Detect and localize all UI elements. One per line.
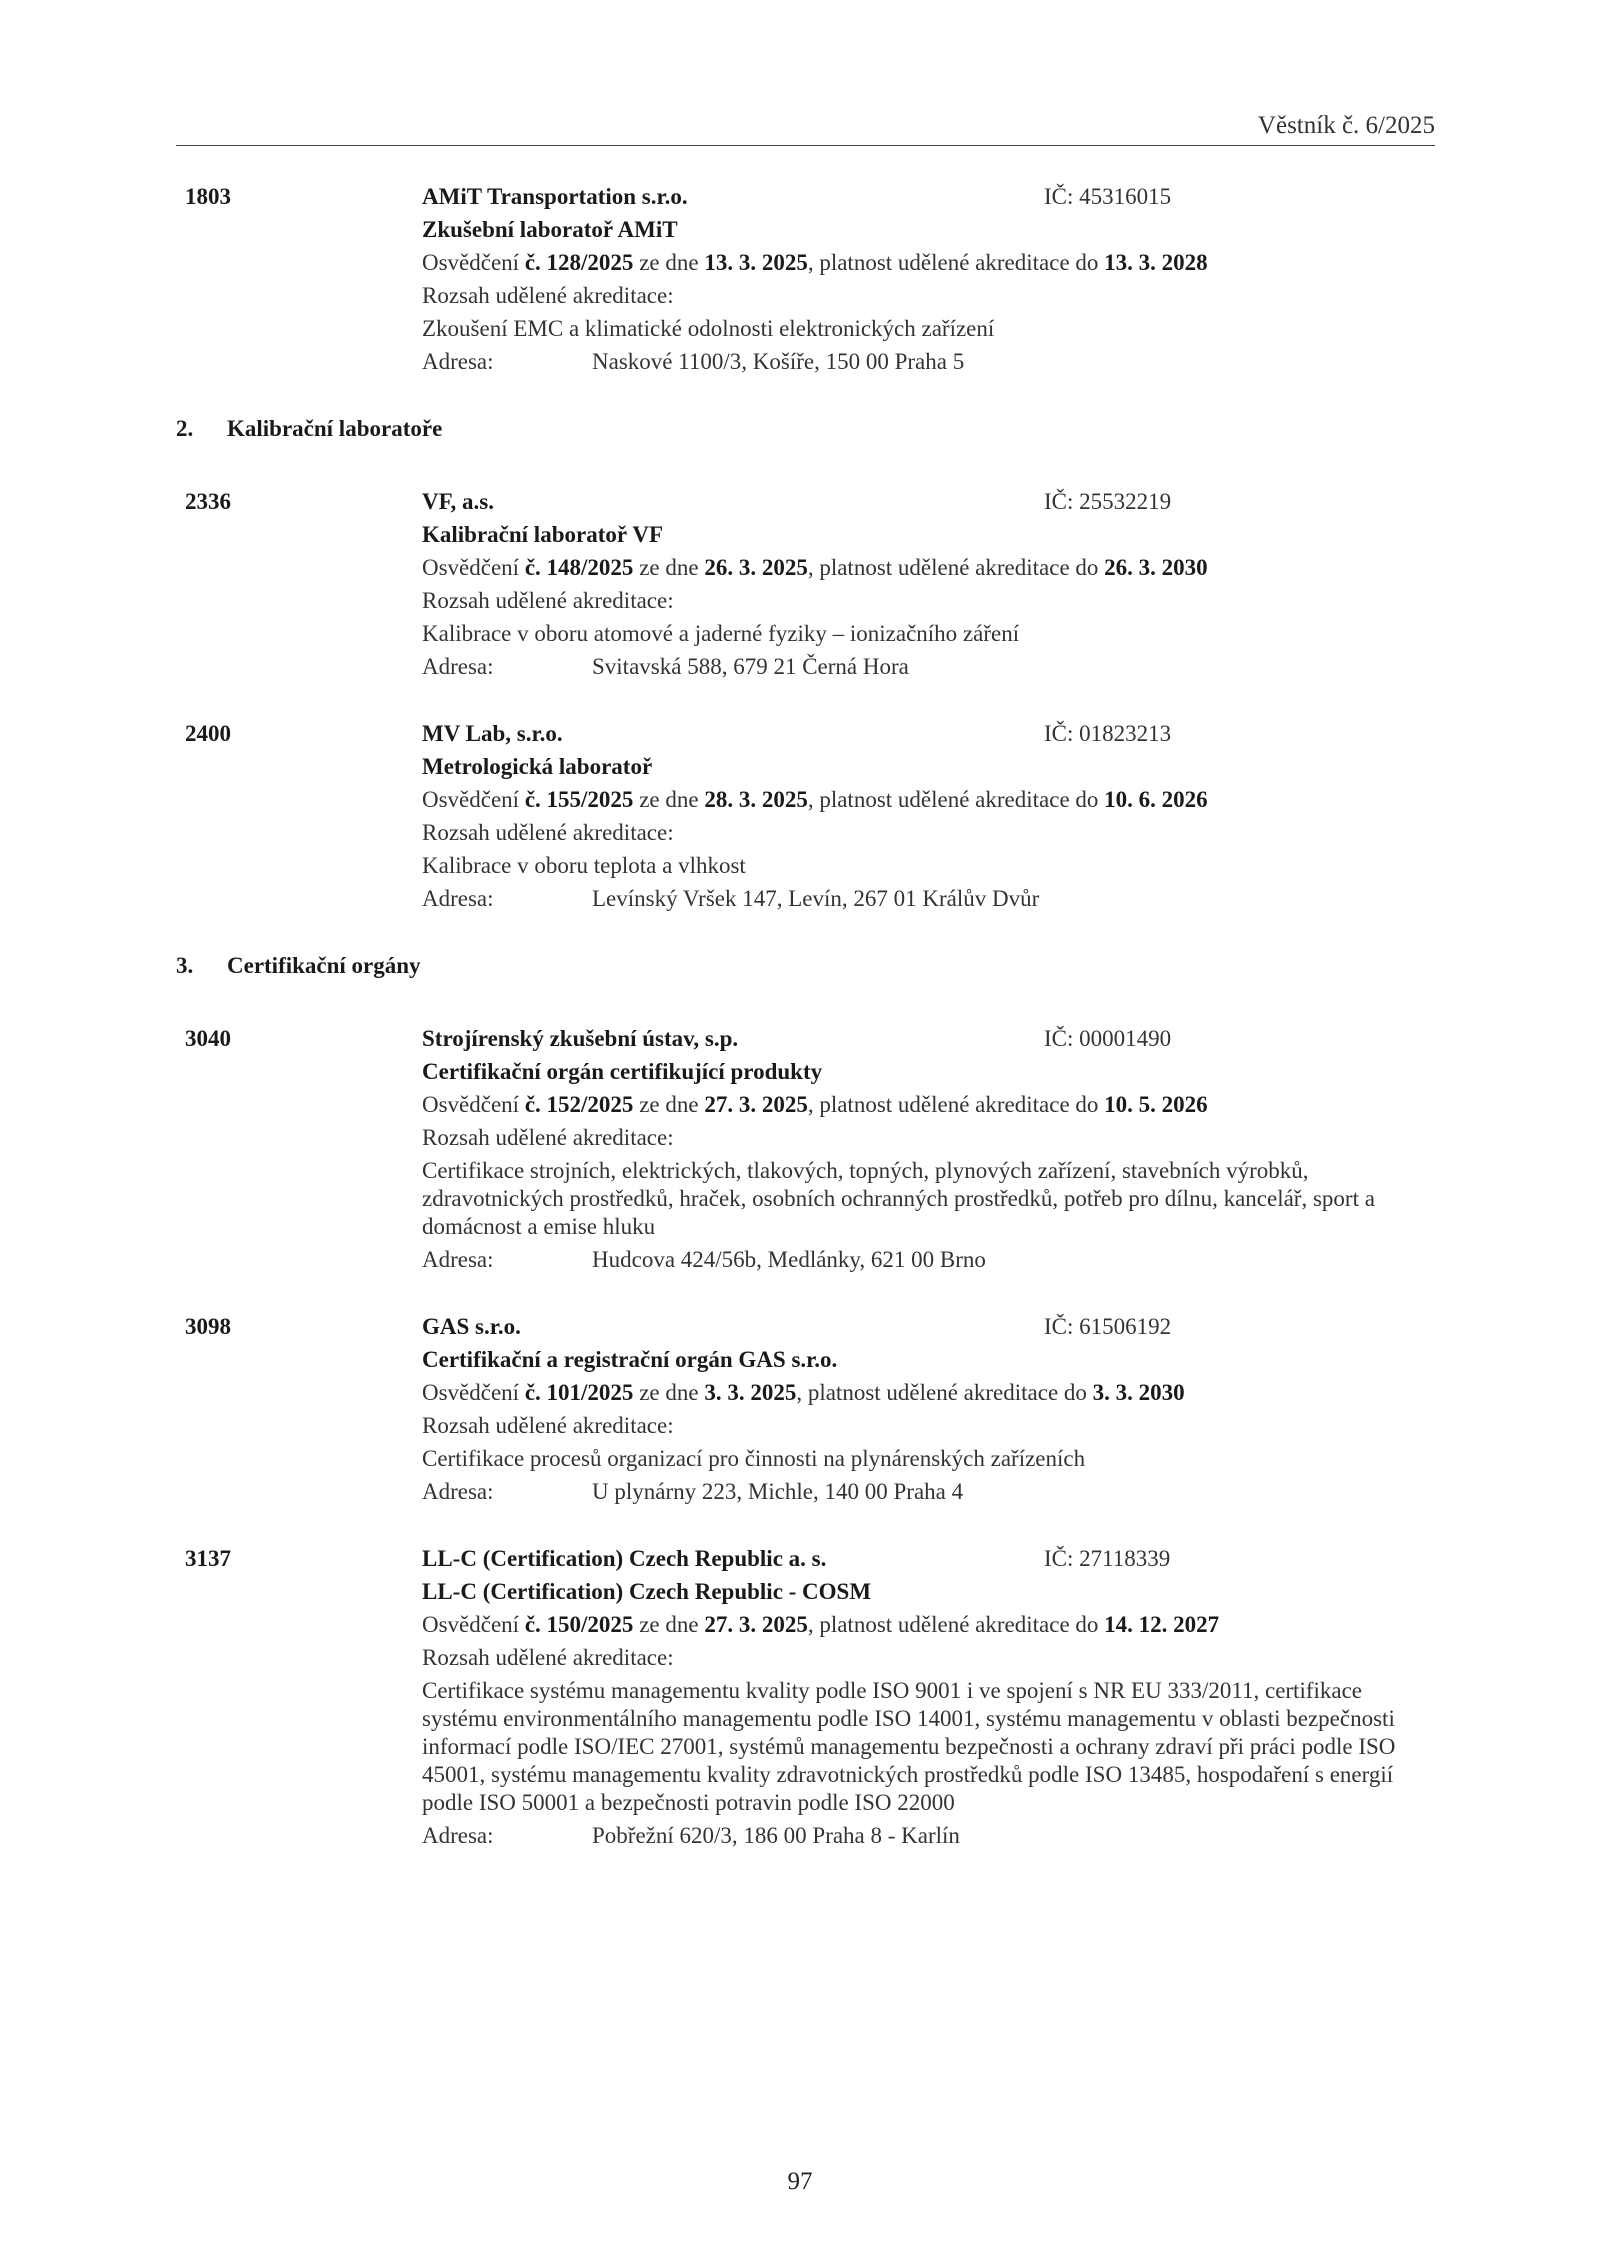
company-id <box>1044 1310 1171 1343</box>
section-heading <box>176 412 1435 445</box>
ic-value: 01823213 <box>1079 721 1172 746</box>
entry-body <box>422 1310 1435 1508</box>
ic-label: IČ: <box>1044 1546 1074 1571</box>
ic-value: 25532219 <box>1079 489 1172 514</box>
unit-name: Metrologická laboratoř <box>422 754 653 779</box>
valid-until-date: 26. 3. 2030 <box>1104 555 1208 580</box>
certificate-date: 26. 3. 2025 <box>704 555 808 580</box>
company-id <box>1044 485 1171 518</box>
section-number: 2. <box>176 416 194 441</box>
entry-number: 3040 <box>185 1026 231 1051</box>
unit-name: Certifikační orgán certifikující produkty <box>422 1059 823 1084</box>
valid-until-date: 13. 3. 2028 <box>1104 250 1208 275</box>
header-divider <box>176 145 1435 146</box>
valid-until-date: 14. 12. 2027 <box>1104 1612 1220 1637</box>
certificate-date: 28. 3. 2025 <box>704 787 808 812</box>
valid-until-date: 10. 6. 2026 <box>1104 787 1208 812</box>
ic-label: IČ: <box>1044 721 1074 746</box>
certificate-date: 27. 3. 2025 <box>704 1612 808 1637</box>
entry-body <box>422 717 1435 915</box>
certificate-line: Osvědčení č. 128/2025 ze dne 13. 3. 2025, platnost udělené akreditace do 13. 3. 2028 <box>422 250 1208 275</box>
entry <box>176 485 1435 683</box>
ic-value: 27118339 <box>1079 1546 1171 1571</box>
scope-text: Certifikace procesů organizací pro činnosti na plynárenských zařízeních <box>422 1446 1086 1471</box>
address-label: Adresa: <box>422 349 494 374</box>
ic-value: 61506192 <box>1079 1314 1172 1339</box>
page-content <box>176 180 1435 1886</box>
certificate-number: 150/2025 <box>546 1612 634 1637</box>
address-label: Adresa: <box>422 1823 494 1848</box>
scope-text: Certifikace systému managementu kvality podle ISO 9001 i ve spojení s NR EU 333/2011, certifikace systému environmentálního managementu podle ISO 14001, systému managementu v oblasti bezpečnosti informací podle ISO/IEC 27001, systémů managementu bezpečnosti a ochrany zdraví při práci podle ISO 45001, systému managementu kvality zdravotnických prostředků podle ISO 13485, hospodaření s energií podle ISO 50001 a bezpečnosti potravin podle ISO 22000 <box>422 1678 1396 1815</box>
certificate-line: Osvědčení č. 150/2025 ze dne 27. 3. 2025, platnost udělené akreditace do 14. 12. 2027 <box>422 1612 1220 1637</box>
company-id <box>1044 1542 1170 1575</box>
scope-label: Rozsah udělené akreditace: <box>422 588 674 613</box>
certificate-line: Osvědčení č. 155/2025 ze dne 28. 3. 2025, platnost udělené akreditace do 10. 6. 2026 <box>422 787 1208 812</box>
company-name: Strojírenský zkušební ústav, s.p. <box>422 1026 739 1051</box>
certificate-line: Osvědčení č. 101/2025 ze dne 3. 3. 2025, platnost udělené akreditace do 3. 3. 2030 <box>422 1380 1185 1405</box>
address-line <box>422 650 1435 683</box>
ic-label: IČ: <box>1044 1026 1074 1051</box>
certificate-number: 128/2025 <box>546 250 634 275</box>
ic-label: IČ: <box>1044 489 1074 514</box>
company-name: AMiT Transportation s.r.o. <box>422 184 688 209</box>
entry <box>176 180 1435 378</box>
section-title: Kalibrační laboratoře <box>227 416 443 441</box>
entry-number: 1803 <box>185 184 231 209</box>
entry <box>176 1310 1435 1508</box>
entry-number: 2400 <box>185 721 231 746</box>
scope-label: Rozsah udělené akreditace: <box>422 283 674 308</box>
company-name: GAS s.r.o. <box>422 1314 521 1339</box>
entry <box>176 1022 1435 1276</box>
page-number: 97 <box>787 2168 813 2195</box>
company-id <box>1044 180 1171 213</box>
scope-text: Zkoušení EMC a klimatické odolnosti elektronických zařízení <box>422 316 995 341</box>
ic-value: 45316015 <box>1079 184 1172 209</box>
scope-label: Rozsah udělené akreditace: <box>422 1413 674 1438</box>
address-label: Adresa: <box>422 1479 494 1504</box>
certificate-line: Osvědčení č. 152/2025 ze dne 27. 3. 2025, platnost udělené akreditace do 10. 5. 2026 <box>422 1092 1208 1117</box>
scope-text: Certifikace strojních, elektrických, tlakových, topných, plynových zařízení, stavebních výrobků, zdravotnických prostředků, hraček, osobních ochranných prostředků, potřeb pro dílnu, kancelář, sport a domácnost a emise hluku <box>422 1158 1375 1239</box>
scope-text: Kalibrace v oboru teplota a vlhkost <box>422 853 746 878</box>
address-value: Svitavská 588, 679 21 Černá Hora <box>592 654 909 679</box>
scope-label: Rozsah udělené akreditace: <box>422 1645 674 1670</box>
certificate-number: 152/2025 <box>546 1092 634 1117</box>
entry-body <box>422 1022 1435 1276</box>
certificate-date: 27. 3. 2025 <box>704 1092 808 1117</box>
entry-number: 3098 <box>185 1314 231 1339</box>
certificate-date: 3. 3. 2025 <box>704 1380 797 1405</box>
entry <box>176 717 1435 915</box>
address-line <box>422 1819 1435 1852</box>
section-number: 3. <box>176 953 194 978</box>
address-value: Pobřežní 620/3, 186 00 Praha 8 - Karlín <box>592 1823 960 1848</box>
unit-name: Kalibrační laboratoř VF <box>422 522 664 547</box>
entry-number: 3137 <box>185 1546 231 1571</box>
address-value: U plynárny 223, Michle, 140 00 Praha 4 <box>592 1479 964 1504</box>
entry-body <box>422 1542 1435 1852</box>
bulletin-header-title: Věstník č. 6/2025 <box>1257 112 1435 139</box>
address-line <box>422 1243 1435 1276</box>
certificate-date: 13. 3. 2025 <box>704 250 808 275</box>
company-id <box>1044 717 1171 750</box>
ic-label: IČ: <box>1044 184 1074 209</box>
address-value: Levínský Vršek 147, Levín, 267 01 Králův Dvůr <box>592 886 1040 911</box>
valid-until-date: 3. 3. 2030 <box>1092 1380 1185 1405</box>
section-title: Certifikační orgány <box>227 953 421 978</box>
ic-value: 00001490 <box>1079 1026 1172 1051</box>
company-id <box>1044 1022 1171 1055</box>
entry-number: 2336 <box>185 489 231 514</box>
certificate-number: 101/2025 <box>546 1380 634 1405</box>
scope-label: Rozsah udělené akreditace: <box>422 820 674 845</box>
company-name: LL-C (Certification) Czech Republic a. s. <box>422 1546 827 1571</box>
address-label: Adresa: <box>422 654 494 679</box>
address-line <box>422 345 1435 378</box>
unit-name: Zkušební laboratoř AMiT <box>422 217 678 242</box>
section-heading <box>176 949 1435 982</box>
ic-label: IČ: <box>1044 1314 1074 1339</box>
address-line <box>422 882 1435 915</box>
address-value: Naskové 1100/3, Košíře, 150 00 Praha 5 <box>592 349 965 374</box>
entry-body <box>422 180 1435 378</box>
company-name: MV Lab, s.r.o. <box>422 721 563 746</box>
entry-body <box>422 485 1435 683</box>
address-line <box>422 1475 1435 1508</box>
scope-label: Rozsah udělené akreditace: <box>422 1125 674 1150</box>
unit-name: Certifikační a registrační orgán GAS s.r.o. <box>422 1347 838 1372</box>
address-value: Hudcova 424/56b, Medlánky, 621 00 Brno <box>592 1247 986 1272</box>
certificate-line: Osvědčení č. 148/2025 ze dne 26. 3. 2025, platnost udělené akreditace do 26. 3. 2030 <box>422 555 1208 580</box>
entry <box>176 1542 1435 1852</box>
valid-until-date: 10. 5. 2026 <box>1104 1092 1208 1117</box>
company-name: VF, a.s. <box>422 489 494 514</box>
address-label: Adresa: <box>422 1247 494 1272</box>
certificate-number: 155/2025 <box>546 787 634 812</box>
certificate-number: 148/2025 <box>546 555 634 580</box>
scope-text: Kalibrace v oboru atomové a jaderné fyziky – ionizačního záření <box>422 621 1020 646</box>
unit-name: LL-C (Certification) Czech Republic - COSM <box>422 1579 872 1604</box>
address-label: Adresa: <box>422 886 494 911</box>
